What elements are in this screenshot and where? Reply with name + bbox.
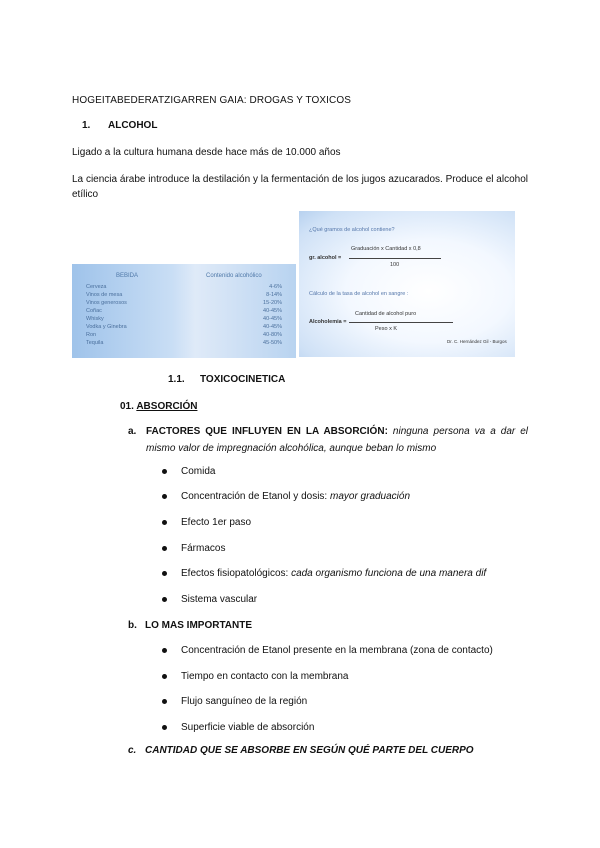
table-row: Vinos de mesa 8-14% (86, 292, 282, 298)
table-header-content: Contenido alcohólico (206, 273, 262, 279)
list-item-factors: a. FACTORES QUE INFLUYEN EN LA ABSORCIÓN: ninguna persona va a dar el mismo valor de impregnación alcohólica, aunque beban lo mismo (128, 423, 528, 457)
formula-denominator: 100 (390, 262, 400, 268)
absorcion-heading (120, 401, 197, 412)
table-header-drink: BEBIDA (116, 273, 139, 279)
table-row: Coñac 40-45% (86, 308, 282, 314)
formula-numerator: Graduación x Cantidad x 0,8 (351, 246, 421, 252)
item-label: c. (128, 745, 137, 756)
formula-question-2: Cálculo de la tasa de alcohol en sangre : (309, 291, 409, 297)
factors-note: ninguna persona va a dar el mismo valor de impregnación alcohólica, aunque beban lo mismo (146, 426, 529, 454)
formula-numerator-2: Cantidad de alcohol puro (355, 311, 417, 317)
fraction-line (349, 258, 441, 259)
table-row: Tequila 45-50% (86, 340, 282, 346)
section-heading-alcohol (82, 120, 157, 131)
formula-denominator-2: Peso x K (375, 326, 398, 332)
item-label: a. (128, 426, 137, 437)
image-credit: Dr. C. Hernández Gil - Burgos (447, 339, 507, 344)
absorption-body-part-heading: CANTIDAD QUE SE ABSORBE EN SEGÚN QUÉ PARTE DEL CUERPO (145, 745, 474, 756)
item-label: b. (128, 620, 137, 631)
section-number: 1. (82, 120, 91, 131)
formula-lhs-2: Alcoholemia = (309, 319, 347, 325)
subsection-heading (168, 374, 285, 385)
alcohol-content-table-image (72, 264, 296, 358)
list-item-most-important (128, 620, 252, 631)
table-row: Vinos generosos 15-20% (86, 300, 282, 306)
formula-question: ¿Qué gramos de alcohol contiene? (309, 227, 395, 233)
table-row: Whisky 40-45% (86, 316, 282, 322)
fraction-line-2 (349, 322, 453, 323)
table-row: Cerveza 4-6% (86, 284, 282, 290)
formula-lhs: gr. alcohol = (309, 255, 342, 261)
subsection-number: 1.1. (168, 374, 185, 385)
subsection-title: TOXICOCINETICA (200, 374, 286, 385)
absorcion-title: ABSORCIÓN (136, 401, 198, 412)
paragraph-origin: Ligado a la cultura humana desde hace más de 10.000 años (72, 147, 341, 158)
absorcion-number: 01. (120, 401, 134, 412)
most-important-heading: LO MAS IMPORTANTE (145, 620, 253, 631)
factors-heading: FACTORES QUE INFLUYEN EN LA ABSORCIÓN (146, 426, 385, 437)
table-row: Vodka y Ginebra 40-45% (86, 324, 282, 330)
section-title: ALCOHOL (108, 120, 158, 131)
document-title: HOGEITABEDERATZIGARREN GAIA: DROGAS Y TOXICOS (72, 95, 352, 106)
list-item-absorption-by-body-part (128, 745, 474, 756)
alcohol-formula-image (299, 211, 515, 357)
paragraph-distillation: La ciencia árabe introduce la destilación y la fermentación de los jugos azucarados. Produce el alcohol etílico (72, 174, 528, 200)
table-row: Ron 40-80% (86, 332, 282, 338)
